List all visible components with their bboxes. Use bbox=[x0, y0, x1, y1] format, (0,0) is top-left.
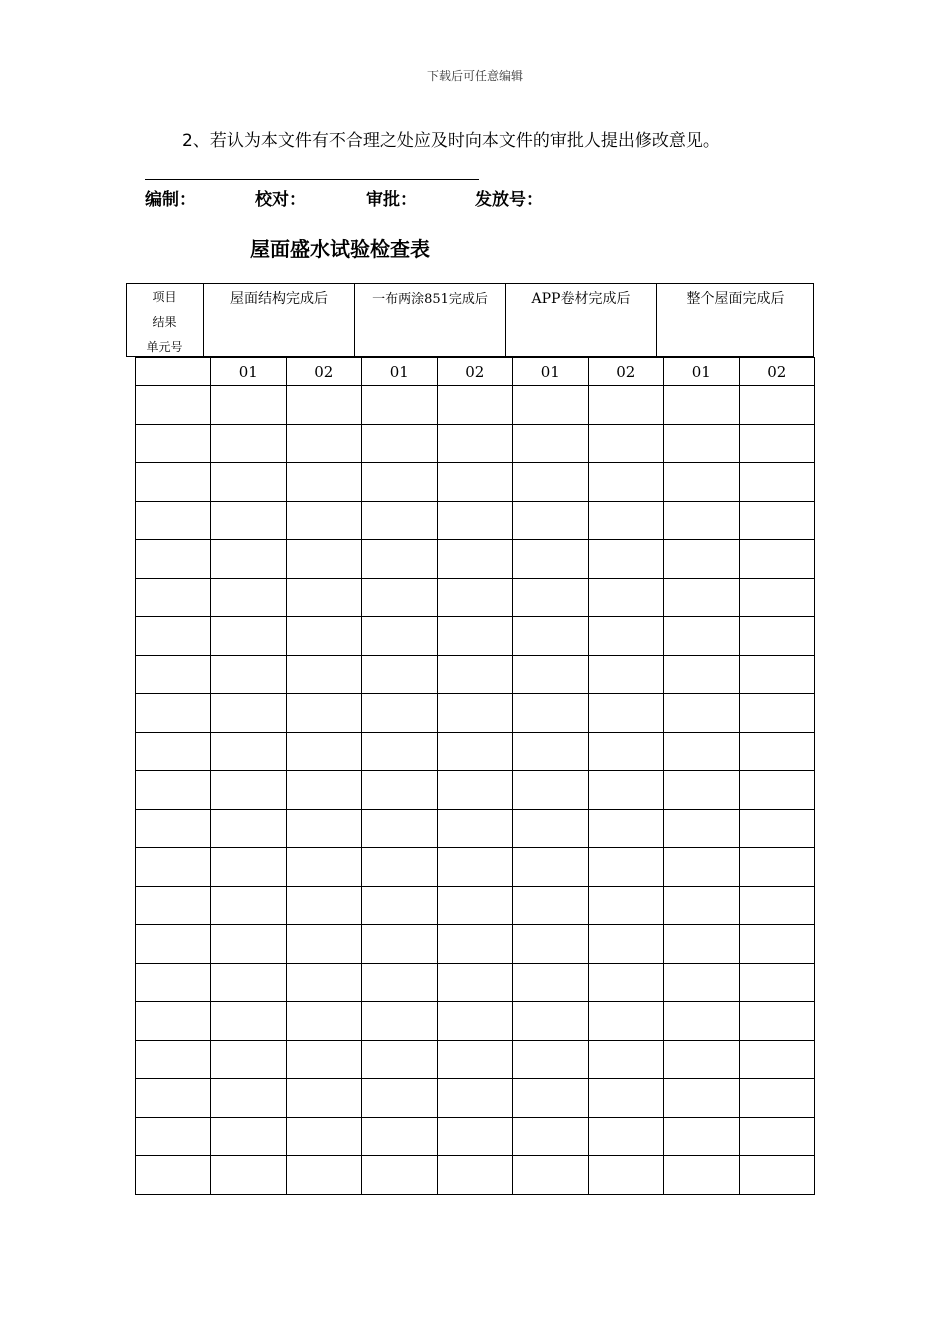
result-cell bbox=[739, 732, 815, 771]
result-cell bbox=[513, 655, 589, 694]
revision-note: 2、若认为本文件有不合理之处应及时向本文件的审批人提出修改意见。 bbox=[182, 131, 720, 151]
result-cell bbox=[739, 1079, 815, 1118]
result-cell bbox=[588, 655, 664, 694]
result-cell bbox=[286, 732, 362, 771]
result-cell bbox=[286, 424, 362, 463]
result-cell bbox=[286, 578, 362, 617]
result-cell bbox=[286, 501, 362, 540]
result-cell bbox=[739, 655, 815, 694]
result-cell bbox=[739, 963, 815, 1002]
result-cell bbox=[739, 925, 815, 964]
result-cell bbox=[211, 848, 287, 887]
subcol-label: 02 bbox=[588, 358, 664, 386]
result-cell bbox=[739, 1117, 815, 1156]
result-cell bbox=[588, 501, 664, 540]
table-row bbox=[136, 578, 815, 617]
result-cell bbox=[513, 1002, 589, 1041]
result-cell bbox=[588, 424, 664, 463]
subcol-label: 02 bbox=[739, 358, 815, 386]
result-cell bbox=[211, 1079, 287, 1118]
stage-header-membrane: APP卷材完成后 bbox=[505, 284, 656, 357]
result-cell bbox=[286, 655, 362, 694]
result-cell bbox=[664, 655, 740, 694]
result-cell bbox=[286, 1002, 362, 1041]
corner-unit-label: 单元号 bbox=[146, 340, 183, 354]
table-row bbox=[136, 732, 815, 771]
unit-cell bbox=[136, 1079, 211, 1118]
result-cell bbox=[513, 1040, 589, 1079]
unit-cell bbox=[136, 848, 211, 887]
result-cell bbox=[664, 1117, 740, 1156]
result-cell bbox=[588, 732, 664, 771]
result-cell bbox=[588, 848, 664, 887]
result-cell bbox=[739, 540, 815, 579]
result-cell bbox=[211, 809, 287, 848]
result-cell bbox=[211, 694, 287, 733]
signature-rule bbox=[145, 179, 479, 180]
issue-number-label: 发放号： bbox=[475, 190, 543, 210]
result-cell bbox=[739, 386, 815, 425]
table-row bbox=[136, 1002, 815, 1041]
result-cell bbox=[211, 732, 287, 771]
result-cell bbox=[513, 578, 589, 617]
table-row bbox=[136, 1040, 815, 1079]
table-row bbox=[136, 617, 815, 656]
result-cell bbox=[588, 463, 664, 502]
result-cell bbox=[739, 848, 815, 887]
result-cell bbox=[437, 424, 513, 463]
result-cell bbox=[664, 578, 740, 617]
result-cell bbox=[437, 771, 513, 810]
result-cell bbox=[437, 540, 513, 579]
result-cell bbox=[286, 1156, 362, 1195]
result-cell bbox=[513, 1156, 589, 1195]
result-cell bbox=[211, 1040, 287, 1079]
result-cell bbox=[513, 771, 589, 810]
subcol-label: 01 bbox=[362, 358, 438, 386]
result-cell bbox=[211, 540, 287, 579]
stage-header-whole-roof: 整个屋面完成后 bbox=[656, 284, 814, 357]
result-cell bbox=[362, 694, 438, 733]
result-cell bbox=[211, 963, 287, 1002]
table-row bbox=[136, 963, 815, 1002]
result-cell bbox=[211, 771, 287, 810]
result-cell bbox=[588, 771, 664, 810]
result-cell bbox=[362, 771, 438, 810]
unit-cell bbox=[136, 1002, 211, 1041]
unit-cell bbox=[136, 578, 211, 617]
unit-cell bbox=[136, 732, 211, 771]
result-cell bbox=[664, 771, 740, 810]
result-cell bbox=[362, 886, 438, 925]
result-cell bbox=[513, 886, 589, 925]
result-cell bbox=[664, 386, 740, 425]
result-cell bbox=[739, 463, 815, 502]
result-cell bbox=[513, 809, 589, 848]
result-cell bbox=[588, 578, 664, 617]
result-cell bbox=[739, 771, 815, 810]
unit-cell bbox=[136, 694, 211, 733]
result-cell bbox=[437, 617, 513, 656]
subcol-label: 01 bbox=[211, 358, 287, 386]
unit-cell bbox=[136, 386, 211, 425]
result-cell bbox=[513, 1117, 589, 1156]
result-cell bbox=[739, 501, 815, 540]
approver-label: 审批： bbox=[366, 190, 417, 210]
header-note: 下载后可任意编辑 bbox=[426, 69, 523, 83]
result-cell bbox=[739, 617, 815, 656]
result-cell bbox=[362, 386, 438, 425]
result-cell bbox=[362, 1079, 438, 1118]
corner-cell bbox=[127, 284, 203, 357]
result-cell bbox=[362, 617, 438, 656]
result-cell bbox=[513, 732, 589, 771]
result-cell bbox=[286, 771, 362, 810]
result-cell bbox=[437, 1117, 513, 1156]
result-cell bbox=[362, 1156, 438, 1195]
table-row bbox=[136, 886, 815, 925]
result-cell bbox=[286, 1040, 362, 1079]
result-cell bbox=[513, 501, 589, 540]
result-cell bbox=[362, 925, 438, 964]
result-cell bbox=[739, 886, 815, 925]
result-cell bbox=[362, 1117, 438, 1156]
result-cell bbox=[664, 1079, 740, 1118]
unit-cell bbox=[136, 463, 211, 502]
subcol-label: 01 bbox=[664, 358, 740, 386]
result-cell bbox=[437, 501, 513, 540]
table-row bbox=[136, 771, 815, 810]
result-cell bbox=[437, 1079, 513, 1118]
corner-item-label: 项目 bbox=[152, 290, 177, 304]
result-cell bbox=[664, 1040, 740, 1079]
result-cell bbox=[286, 540, 362, 579]
result-cell bbox=[664, 463, 740, 502]
stage-header-coating: 一布两涂851完成后 bbox=[354, 284, 505, 357]
result-cell bbox=[286, 1079, 362, 1118]
table-row bbox=[136, 848, 815, 887]
inspection-table bbox=[135, 357, 815, 1195]
result-cell bbox=[588, 694, 664, 733]
unit-cell bbox=[136, 1040, 211, 1079]
table-row bbox=[136, 501, 815, 540]
result-cell bbox=[513, 424, 589, 463]
result-cell bbox=[362, 655, 438, 694]
table-row bbox=[136, 809, 815, 848]
result-cell bbox=[588, 1040, 664, 1079]
result-cell bbox=[739, 694, 815, 733]
result-cell bbox=[211, 1002, 287, 1041]
result-cell bbox=[739, 1002, 815, 1041]
result-cell bbox=[286, 925, 362, 964]
table-row bbox=[136, 386, 815, 425]
result-cell bbox=[437, 578, 513, 617]
result-cell bbox=[437, 809, 513, 848]
result-cell bbox=[513, 540, 589, 579]
proofreader-label: 校对： bbox=[255, 190, 306, 210]
result-cell bbox=[739, 1156, 815, 1195]
result-cell bbox=[664, 809, 740, 848]
editor-label: 编制： bbox=[145, 190, 196, 210]
result-cell bbox=[513, 694, 589, 733]
result-cell bbox=[437, 1156, 513, 1195]
stage-header-structure: 屋面结构完成后 bbox=[203, 284, 354, 357]
unit-cell bbox=[136, 617, 211, 656]
result-cell bbox=[286, 809, 362, 848]
page-title: 屋面盛水试验检查表 bbox=[250, 237, 430, 261]
result-cell bbox=[664, 732, 740, 771]
result-cell bbox=[664, 617, 740, 656]
result-cell bbox=[362, 540, 438, 579]
table-row bbox=[136, 424, 815, 463]
result-cell bbox=[211, 501, 287, 540]
table-row bbox=[136, 540, 815, 579]
result-cell bbox=[588, 809, 664, 848]
result-cell bbox=[437, 886, 513, 925]
result-cell bbox=[211, 925, 287, 964]
result-cell bbox=[513, 617, 589, 656]
result-cell bbox=[362, 501, 438, 540]
unit-cell bbox=[136, 886, 211, 925]
result-cell bbox=[286, 617, 362, 656]
result-cell bbox=[588, 1117, 664, 1156]
result-cell bbox=[286, 963, 362, 1002]
result-cell bbox=[739, 424, 815, 463]
result-cell bbox=[211, 424, 287, 463]
result-cell bbox=[588, 1002, 664, 1041]
subcol-label: 02 bbox=[437, 358, 513, 386]
result-cell bbox=[664, 963, 740, 1002]
result-cell bbox=[664, 848, 740, 887]
table-header bbox=[126, 283, 814, 357]
subheader-row bbox=[136, 358, 815, 386]
result-cell bbox=[362, 463, 438, 502]
result-cell bbox=[664, 1156, 740, 1195]
unit-cell bbox=[136, 424, 211, 463]
result-cell bbox=[588, 617, 664, 656]
result-cell bbox=[211, 1156, 287, 1195]
unit-cell bbox=[136, 771, 211, 810]
result-cell bbox=[211, 655, 287, 694]
result-cell bbox=[211, 578, 287, 617]
result-cell bbox=[588, 886, 664, 925]
result-cell bbox=[437, 463, 513, 502]
corner-result-label: 结果 bbox=[152, 315, 177, 329]
result-cell bbox=[437, 848, 513, 887]
result-cell bbox=[437, 925, 513, 964]
result-cell bbox=[513, 463, 589, 502]
result-cell bbox=[362, 809, 438, 848]
result-cell bbox=[739, 578, 815, 617]
result-cell bbox=[211, 463, 287, 502]
result-cell bbox=[362, 578, 438, 617]
result-cell bbox=[664, 540, 740, 579]
result-cell bbox=[513, 1079, 589, 1118]
result-cell bbox=[588, 1079, 664, 1118]
result-cell bbox=[286, 694, 362, 733]
table-row bbox=[136, 694, 815, 733]
result-cell bbox=[739, 1040, 815, 1079]
result-cell bbox=[211, 1117, 287, 1156]
result-cell bbox=[437, 655, 513, 694]
result-cell bbox=[437, 732, 513, 771]
unit-cell bbox=[136, 1117, 211, 1156]
result-cell bbox=[664, 424, 740, 463]
result-cell bbox=[437, 1002, 513, 1041]
result-cell bbox=[664, 1002, 740, 1041]
result-cell bbox=[588, 963, 664, 1002]
result-cell bbox=[437, 1040, 513, 1079]
result-cell bbox=[437, 386, 513, 425]
result-cell bbox=[437, 963, 513, 1002]
result-cell bbox=[362, 1040, 438, 1079]
unit-cell bbox=[136, 809, 211, 848]
result-cell bbox=[211, 386, 287, 425]
subcol-label: 01 bbox=[513, 358, 589, 386]
unit-cell bbox=[136, 540, 211, 579]
result-cell bbox=[362, 732, 438, 771]
result-cell bbox=[513, 925, 589, 964]
result-cell bbox=[286, 848, 362, 887]
result-cell bbox=[588, 540, 664, 579]
unit-cell bbox=[136, 655, 211, 694]
result-cell bbox=[362, 1002, 438, 1041]
result-cell bbox=[211, 617, 287, 656]
result-cell bbox=[362, 848, 438, 887]
unit-cell bbox=[136, 501, 211, 540]
result-cell bbox=[437, 694, 513, 733]
result-cell bbox=[286, 1117, 362, 1156]
result-cell bbox=[513, 386, 589, 425]
result-cell bbox=[588, 386, 664, 425]
table-row bbox=[136, 1079, 815, 1118]
result-cell bbox=[588, 925, 664, 964]
table-row bbox=[136, 655, 815, 694]
unit-cell bbox=[136, 1156, 211, 1195]
subcol-label: 02 bbox=[286, 358, 362, 386]
unit-cell bbox=[136, 963, 211, 1002]
result-cell bbox=[362, 963, 438, 1002]
result-cell bbox=[664, 501, 740, 540]
result-cell bbox=[286, 886, 362, 925]
result-cell bbox=[362, 424, 438, 463]
result-cell bbox=[739, 809, 815, 848]
result-cell bbox=[286, 386, 362, 425]
table-row bbox=[136, 1117, 815, 1156]
table-row bbox=[136, 463, 815, 502]
result-cell bbox=[588, 1156, 664, 1195]
result-cell bbox=[513, 848, 589, 887]
unit-cell bbox=[136, 925, 211, 964]
result-cell bbox=[211, 886, 287, 925]
table-row bbox=[136, 1156, 815, 1195]
result-cell bbox=[664, 886, 740, 925]
result-cell bbox=[664, 925, 740, 964]
result-cell bbox=[664, 694, 740, 733]
result-cell bbox=[286, 463, 362, 502]
result-cell bbox=[513, 963, 589, 1002]
table-row bbox=[136, 925, 815, 964]
unit-cell bbox=[136, 358, 211, 386]
